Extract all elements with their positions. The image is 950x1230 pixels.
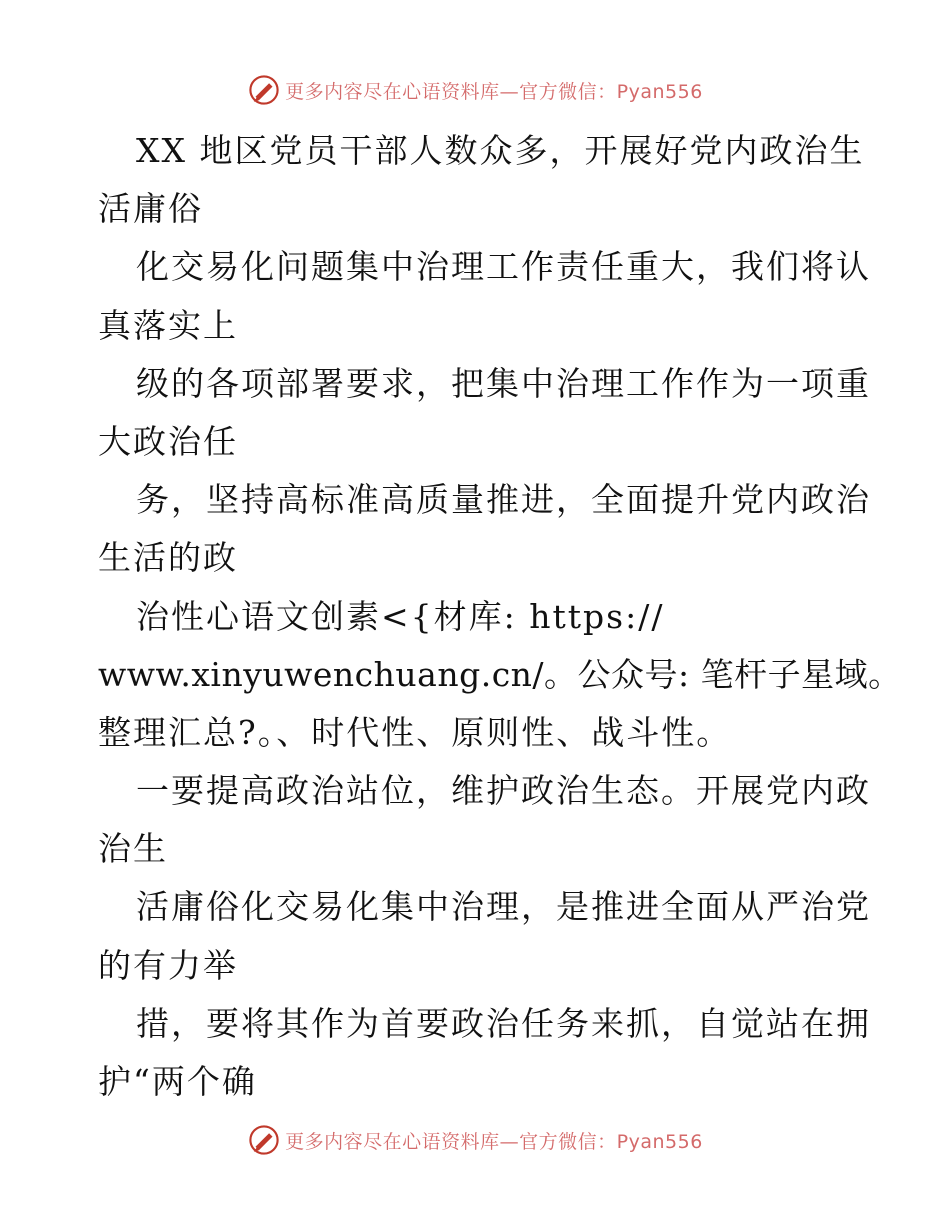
text-line: 化交易化问题集中治理工作责任重大，我们将认 [136, 247, 871, 287]
pen-logo-icon [247, 73, 281, 107]
text-line: 措，要将其作为首要政治任务来抓，自觉站在拥 [136, 1003, 871, 1043]
text-line: 生活的政 [98, 538, 238, 578]
header-watermark [0, 70, 950, 110]
text-line: 大政治任 [98, 421, 238, 461]
pen-logo-icon [247, 1123, 281, 1157]
text-line: 务，坚持高标准高质量推进，全面提升党内政治 [136, 480, 871, 520]
footer-watermark-text: 更多内容尽在心语资料库—官方微信：Pyan556 [285, 1130, 703, 1153]
text-line: 治性心语文创素<{材库: https:// [136, 596, 665, 636]
text-line: 活庸俗化交易化集中治理，是推进全面从严治党 [136, 887, 871, 927]
text-line: 级的各项部署要求，把集中治理工作作为一项重 [136, 363, 871, 403]
text-line: 活庸俗 [98, 189, 203, 229]
footer-watermark [0, 1120, 950, 1160]
text-line: www.xinyuwenchuang.cn/。公众号: 笔杆子星域。 [98, 654, 902, 694]
header-watermark-text: 更多内容尽在心语资料库—官方微信：Pyan556 [285, 80, 703, 103]
text-line: 的有力举 [98, 945, 238, 985]
text-line: XX 地区党员干部人数众多，开展好党内政治生 [136, 131, 865, 170]
wechat-id: Pyan556 [616, 80, 703, 103]
wechat-id: Pyan556 [616, 1130, 703, 1153]
document-body [98, 122, 902, 1111]
text-line: 治生 [98, 829, 168, 869]
text-line: 真落实上 [98, 305, 238, 345]
text-line: 整理汇总?。、时代性、原则性、战斗性。 [98, 712, 732, 752]
text-line: 一要提高政治站位，维护政治生态。开展党内政 [136, 771, 871, 811]
text-line: 护“两个确 [98, 1062, 257, 1101]
